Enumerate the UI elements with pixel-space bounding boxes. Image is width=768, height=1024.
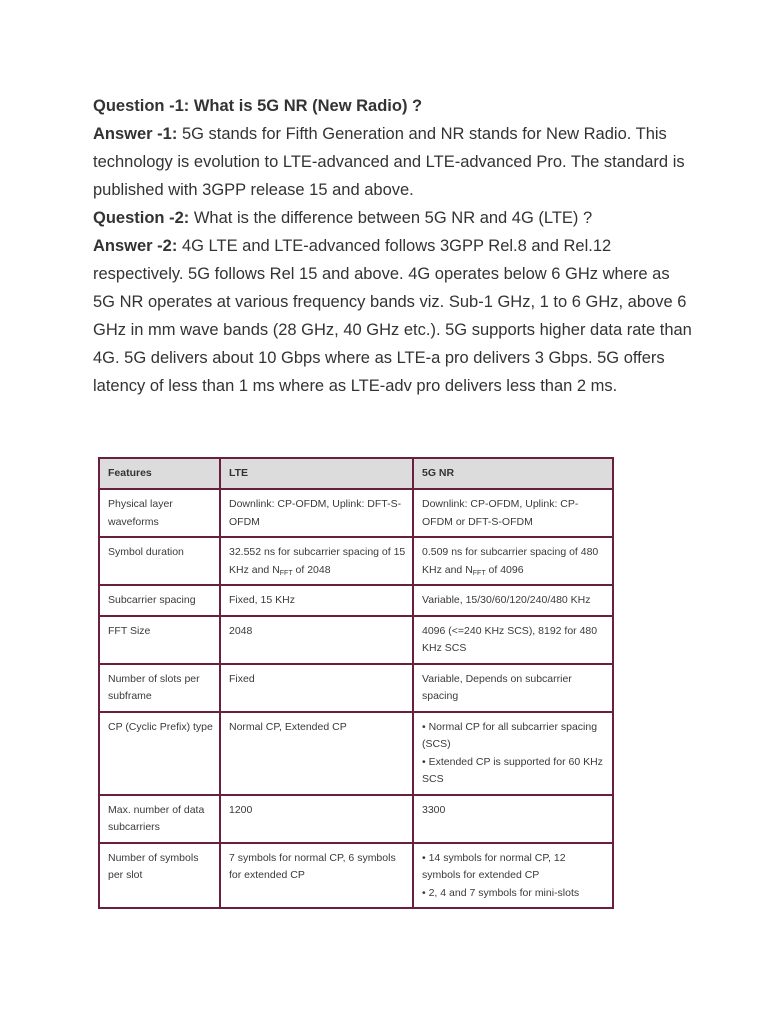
feature-cell: Number of symbols per slot xyxy=(99,843,220,909)
feature-cell: Symbol duration xyxy=(99,537,220,585)
lte-symbol-duration-text: 32.552 ns for subcarrier spacing of 15 KHz and N xyxy=(229,546,406,576)
bullet-item: • Extended CP is supported for 60 KHz SCS xyxy=(422,755,603,785)
table-row xyxy=(99,712,613,795)
lte-cell: 1200 xyxy=(220,795,413,843)
question-1-label: Question -1: xyxy=(93,97,190,115)
answer-2 xyxy=(93,232,693,400)
answer-1-text: 5G stands for Fifth Generation and NR stands for New Radio. This technology is evolution to LTE-advanced and LTE-advanced Pro. The standard is published with 3GPP release 15 and above. xyxy=(93,125,685,199)
feature-cell: CP (Cyclic Prefix) type xyxy=(99,712,220,795)
feature-cell: Number of slots per subframe xyxy=(99,664,220,712)
lte-cell: 2048 xyxy=(220,616,413,664)
nr-cell xyxy=(413,712,613,795)
fft-subscript: FFT xyxy=(472,569,486,577)
nr-cell xyxy=(413,843,613,909)
fft-subscript: FFT xyxy=(279,569,293,577)
nr-symbol-duration-tail: of 4096 xyxy=(485,563,524,576)
nr-symbol-duration-text: 0.509 ns for subcarrier spacing of 480 KHz and N xyxy=(422,546,599,576)
header-5gnr: 5G NR xyxy=(413,458,613,489)
table-row xyxy=(99,537,613,585)
lte-cell: Downlink: CP-OFDM, Uplink: DFT-S-OFDM xyxy=(220,489,413,537)
comparison-table-container xyxy=(98,457,612,909)
table-row xyxy=(99,616,613,664)
question-1 xyxy=(93,92,693,120)
header-features: Features xyxy=(99,458,220,489)
lte-cell: Normal CP, Extended CP xyxy=(220,712,413,795)
answer-2-text: 4G LTE and LTE-advanced follows 3GPP Rel.8 and Rel.12 respectively. 5G follows Rel 15 and above. 4G operates below 6 GHz where as 5G NR operates at various frequency bands viz. Sub-1 GHz, 1 to 6 GHz, above 6 GHz in mm wave bands (28 GHz, 40 GHz etc.). 5G supports higher data rate than 4G. 5G delivers about 10 Gbps where as LTE-a pro delivers 3 Gbps. 5G offers latency of less than 1 ms where as LTE-adv pro delivers less than 2 ms. xyxy=(93,237,692,395)
question-2 xyxy=(93,204,693,232)
nr-cell: Variable, Depends on subcarrier spacing xyxy=(413,664,613,712)
qa-text-block xyxy=(93,92,693,400)
header-lte: LTE xyxy=(220,458,413,489)
nr-cell: Variable, 15/30/60/120/240/480 KHz xyxy=(413,585,613,616)
feature-cell: FFT Size xyxy=(99,616,220,664)
nr-cell: 3300 xyxy=(413,795,613,843)
nr-cell: Downlink: CP-OFDM, Uplink: CP-OFDM or DFT-S-OFDM xyxy=(413,489,613,537)
question-1-text: What is 5G NR (New Radio) ? xyxy=(189,97,423,115)
lte-symbol-duration-tail: of 2048 xyxy=(292,563,331,576)
lte-cell: Fixed xyxy=(220,664,413,712)
bullet-item: • 14 symbols for normal CP, 12 symbols for extended CP xyxy=(422,851,566,881)
question-2-text: What is the difference between 5G NR and 4G (LTE) ? xyxy=(189,209,593,227)
answer-2-label: Answer -2: xyxy=(93,237,178,255)
bullet-item: • 2, 4 and 7 symbols for mini-slots xyxy=(422,886,580,899)
answer-1 xyxy=(93,120,693,204)
table-row xyxy=(99,585,613,616)
feature-cell: Subcarrier spacing xyxy=(99,585,220,616)
table-row xyxy=(99,795,613,843)
lte-vs-5gnr-table xyxy=(98,457,614,909)
lte-cell xyxy=(220,537,413,585)
nr-cell xyxy=(413,537,613,585)
answer-1-label: Answer -1: xyxy=(93,125,178,143)
table-row xyxy=(99,489,613,537)
question-2-label: Question -2: xyxy=(93,209,190,227)
table-row xyxy=(99,664,613,712)
lte-cell: 7 symbols for normal CP, 6 symbols for extended CP xyxy=(220,843,413,909)
feature-cell: Max. number of data subcarriers xyxy=(99,795,220,843)
lte-cell: Fixed, 15 KHz xyxy=(220,585,413,616)
bullet-item: • Normal CP for all subcarrier spacing (SCS) xyxy=(422,720,598,750)
feature-cell: Physical layer waveforms xyxy=(99,489,220,537)
table-header-row xyxy=(99,458,613,489)
nr-cell: 4096 (<=240 KHz SCS), 8192 for 480 KHz SCS xyxy=(413,616,613,664)
table-row xyxy=(99,843,613,909)
